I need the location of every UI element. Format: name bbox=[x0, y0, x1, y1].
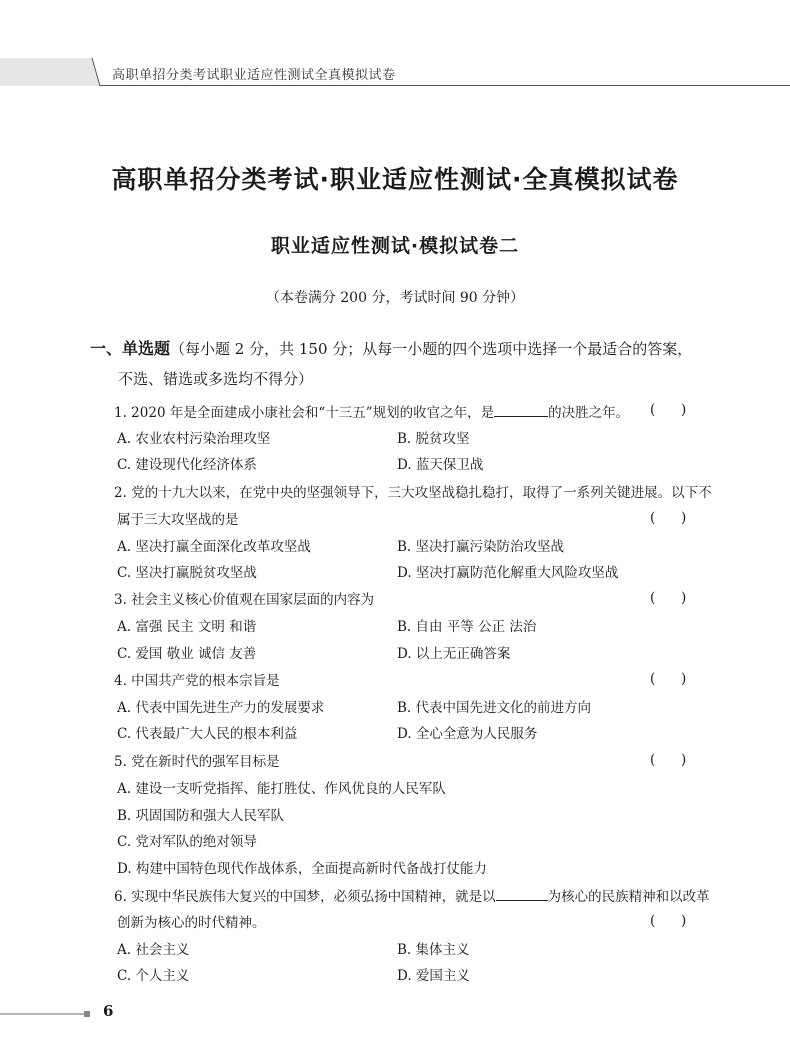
q6-option-d: D. 爱国主义 bbox=[397, 968, 470, 984]
q3-option-a: A. 富强 民主 文明 和谐 bbox=[117, 619, 257, 635]
question-1-text-post: 的决胜之年。 bbox=[548, 405, 630, 421]
question-6-line-1 bbox=[114, 886, 714, 907]
answer-blank bbox=[494, 402, 548, 417]
answer-paren-4: ( ) bbox=[650, 671, 687, 687]
question-5: 5. 党在新时代的强军目标是 bbox=[114, 754, 280, 770]
question-2-line-2: 属于三大攻坚战的是 bbox=[117, 512, 239, 528]
q3-option-d: D. 以上无正确答案 bbox=[397, 646, 511, 662]
q4-option-a: A. 代表中国先进生产力的发展要求 bbox=[117, 700, 325, 716]
q6-option-a: A. 社会主义 bbox=[117, 942, 190, 958]
question-1-text-pre: 1. 2020 年是全面建成小康社会和“十三五”规划的收官之年，是 bbox=[114, 405, 495, 421]
answer-blank bbox=[496, 886, 548, 901]
q5-option-c: C. 党对军队的绝对领导 bbox=[117, 834, 257, 850]
q3-option-b: B. 自由 平等 公正 法治 bbox=[397, 619, 537, 635]
section-title: 一、单选题 bbox=[90, 339, 171, 358]
answer-paren-2: ( ) bbox=[650, 510, 687, 526]
answer-paren-6: ( ) bbox=[650, 913, 687, 929]
q2-option-d: D. 坚决打赢防范化解重大风险攻坚战 bbox=[397, 565, 619, 581]
question-1 bbox=[114, 402, 714, 423]
paper-subtitle: 职业适应性测试·模拟试卷二 bbox=[270, 235, 520, 257]
page-number: 6 bbox=[103, 1002, 114, 1020]
q5-option-b: B. 巩固国防和强大人民军队 bbox=[117, 808, 285, 824]
footer-rule-graphic bbox=[0, 1010, 90, 1018]
answer-paren-3: ( ) bbox=[650, 590, 687, 606]
q1-option-c: C. 建设现代化经济体系 bbox=[117, 457, 257, 473]
section-instructions-1: （每小题 2 分，共 150 分；从每一小题的四个选项中选择一个最适合的答案， bbox=[170, 340, 693, 358]
section-instructions-2: 不选、错选或多选均不得分） bbox=[118, 370, 314, 388]
q4-option-d: D. 全心全意为人民服务 bbox=[397, 726, 538, 742]
q5-option-d: D. 构建中国特色现代作战体系，全面提高新时代备战打仗能力 bbox=[117, 861, 487, 877]
question-6-text-post: 为核心的民族精神和以改革 bbox=[547, 889, 710, 905]
question-2-line-1: 2. 党的十九大以来，在党中央的坚强领导下，三大攻坚战稳扎稳打，取得了一系列关键进展。以下不 bbox=[114, 485, 712, 501]
q2-option-b: B. 坚决打赢污染防治攻坚战 bbox=[397, 539, 565, 555]
question-4: 4. 中国共产党的根本宗旨是 bbox=[114, 673, 280, 689]
page-title: 高职单招分类考试·职业适应性测试·全真模拟试卷 bbox=[111, 165, 679, 194]
q2-option-c: C. 坚决打赢脱贫攻坚战 bbox=[117, 565, 257, 581]
answer-paren-5: ( ) bbox=[650, 752, 687, 768]
q1-option-d: D. 蓝天保卫战 bbox=[397, 457, 484, 473]
q1-option-a: A. 农业农村污染治理攻坚 bbox=[117, 431, 271, 447]
question-6-text-pre: 6. 实现中华民族伟大复兴的中国梦，必须弘扬中国精神，就是以 bbox=[114, 889, 496, 905]
q5-option-a: A. 建设一支听党指挥、能打胜仗、作风优良的人民军队 bbox=[117, 781, 446, 797]
exam-info: （本卷满分 200 分，考试时间 90 分钟） bbox=[265, 290, 525, 306]
footer-rule bbox=[0, 1003, 90, 1011]
section-heading bbox=[90, 334, 710, 394]
q1-option-b: B. 脱贫攻坚 bbox=[397, 431, 470, 447]
answer-paren-1: ( ) bbox=[650, 402, 687, 418]
q6-option-b: B. 集体主义 bbox=[397, 942, 470, 958]
question-6-line-2: 创新为核心的时代精神。 bbox=[117, 915, 266, 931]
q2-option-a: A. 坚决打赢全面深化改革攻坚战 bbox=[117, 539, 311, 555]
q6-option-c: C. 个人主义 bbox=[117, 968, 190, 984]
question-3: 3. 社会主义核心价值观在国家层面的内容为 bbox=[114, 592, 375, 608]
q3-option-c: C. 爱国 敬业 诚信 友善 bbox=[117, 646, 257, 662]
q4-option-c: C. 代表最广大人民的根本利益 bbox=[117, 726, 298, 742]
q4-option-b: B. 代表中国先进文化的前进方向 bbox=[397, 700, 592, 716]
running-head: 高职单招分类考试职业适应性测试全真模拟试卷 bbox=[112, 68, 396, 83]
